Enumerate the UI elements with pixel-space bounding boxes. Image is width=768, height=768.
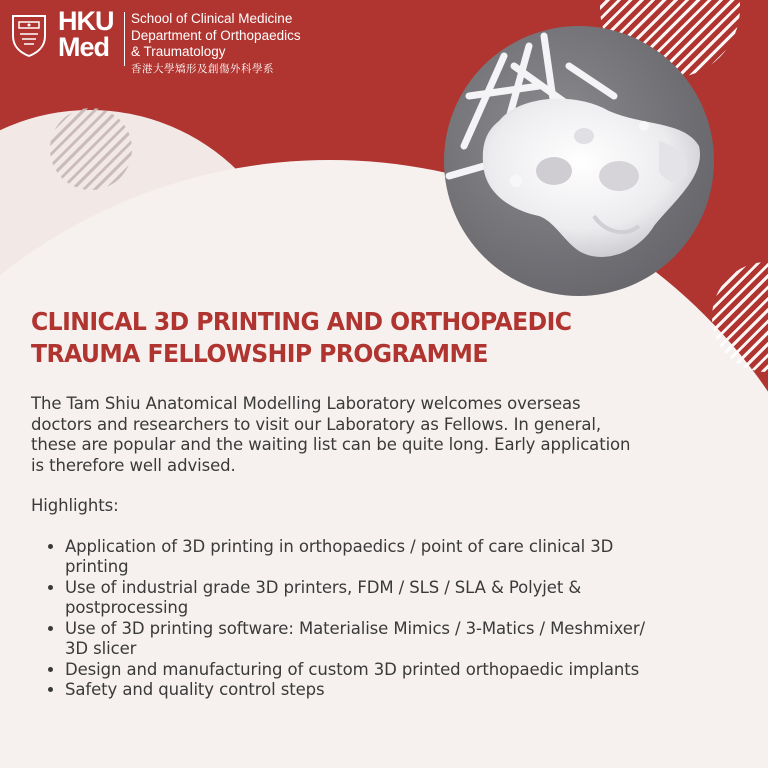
logo-med-text: Med (58, 32, 109, 62)
title-line-1: CLINICAL 3D PRINTING AND ORTHOPAEDIC (31, 307, 572, 336)
school-name: School of Clinical Medicine (131, 11, 293, 26)
list-item: • Application of 3D printing in orthopaedics / point of care clinical 3D printing (65, 537, 655, 578)
logo-hku-text: HKU (58, 6, 114, 36)
3d-printed-model-photo (444, 26, 714, 296)
list-item: • Safety and quality control steps (65, 680, 655, 701)
department-line-2: & Traumatology (131, 44, 226, 59)
department-name (131, 11, 301, 77)
striped-circle-left (50, 108, 132, 190)
title-line-2: TRAUMA FELLOWSHIP PROGRAMME (31, 339, 488, 368)
hku-crest-icon (10, 12, 48, 58)
department-chinese-name: 香港大學矯形及創傷外科學系 (131, 62, 274, 75)
hku-med-logo (58, 8, 114, 60)
list-item: • Design and manufacturing of custom 3D printed orthopaedic implants (65, 660, 655, 681)
department-line-1: Department of Orthopaedics (131, 27, 301, 43)
list-item: • Use of industrial grade 3D printers, FDM / SLS / SLA & Polyjet & postprocessing (65, 578, 655, 619)
intro-paragraph: The Tam Shiu Anatomical Modelling Laboratory welcomes overseas doctors and researchers to visit our Laboratory as Fellows. In general, these are popular and the waiting list can be quite long. Early application is therefore well advised. (31, 394, 631, 475)
body-content (31, 394, 671, 701)
highlights-heading: Highlights: (31, 496, 119, 515)
logo-divider (124, 12, 125, 66)
list-item: • Use of 3D printing software: Materialise Mimics / 3-Matics / Meshmixer/ 3D slicer (65, 619, 655, 660)
highlights-list (31, 537, 655, 701)
page-title (31, 306, 626, 370)
